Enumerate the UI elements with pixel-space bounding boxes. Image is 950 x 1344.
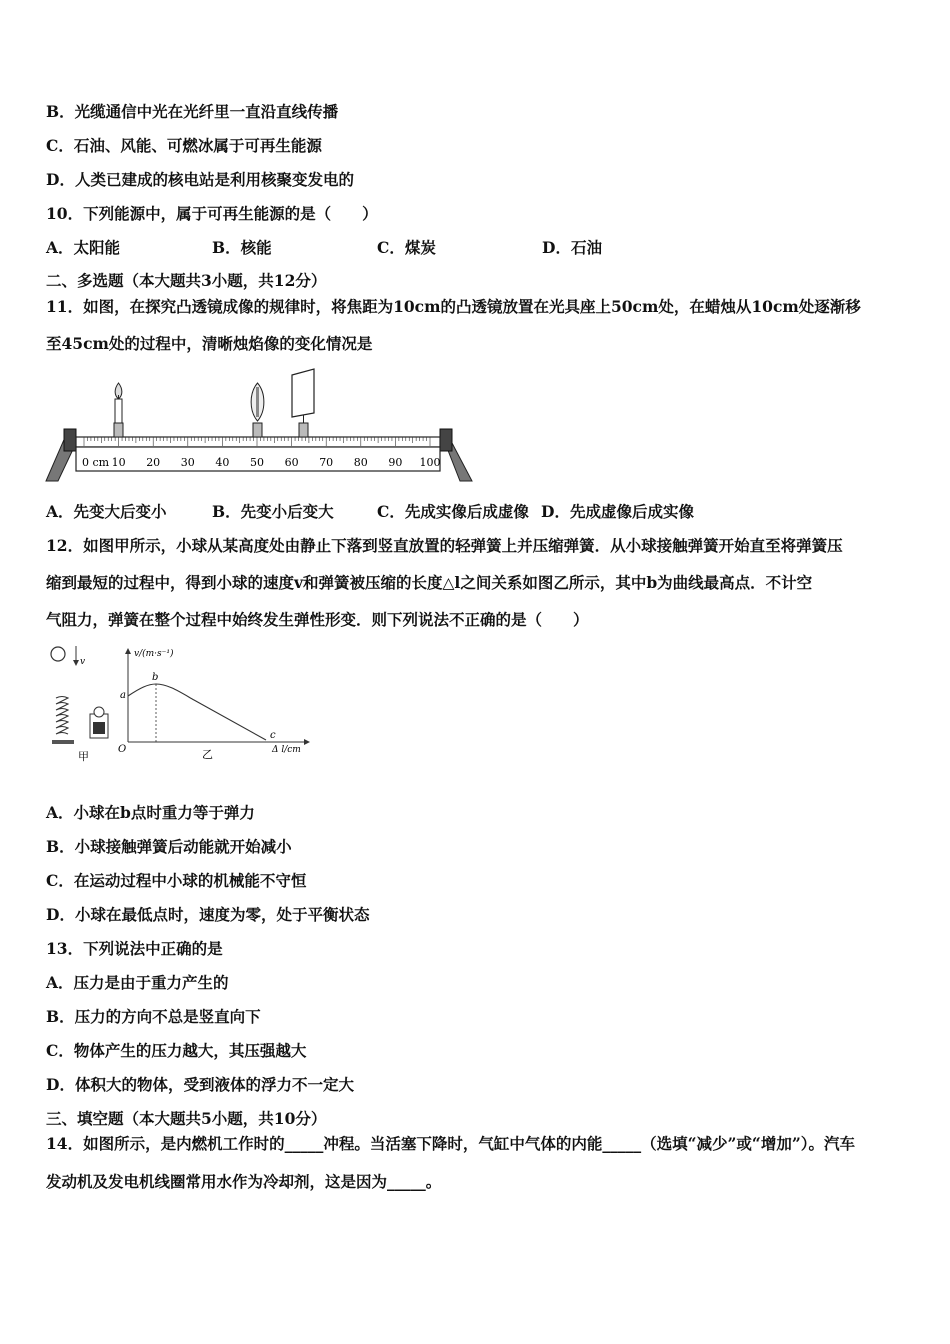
ruler-tick-label: 80: [353, 456, 368, 469]
q13-option-a: A．压力是由于重力产生的: [46, 973, 229, 992]
q9-option-b: B．光缆通信中光在光纤里一直沿直线传播: [46, 102, 339, 121]
ruler-tick-label: 70: [319, 456, 334, 469]
q14-stem-line1: 14．如图所示，是内燃机工作时的_____冲程。当活塞下降时，气缸中气体的内能_____（选填“减少”或“增加”）。汽车: [46, 1134, 855, 1153]
ruler-tick-label: 90: [388, 456, 403, 469]
q10-option-d: D．石油: [542, 238, 602, 257]
ruler-tick-label: 20: [146, 456, 161, 469]
q9-option-c: C．石油、风能、可燃冰属于可再生能源: [46, 136, 322, 155]
figure-yi-label: 乙: [202, 748, 213, 761]
light-screen: [292, 369, 314, 437]
ruler-tick-label: 30: [180, 456, 195, 469]
q11-option-b: B．先变小后变大: [212, 502, 334, 521]
ruler-tick-label: 60: [284, 456, 299, 469]
q9-option-d: D．人类已建成的核电站是利用核聚变发电的: [46, 170, 354, 189]
x-axis-label: Δ l/cm: [272, 745, 301, 755]
q11-option-c: C．先成实像后成虚像: [377, 502, 529, 521]
q13-option-b: B．压力的方向不总是竖直向下: [46, 1007, 261, 1026]
q12-stem-line3: 气阻力，弹簧在整个过程中始终发生弹性形变．则下列说法不正确的是（ ）: [46, 610, 589, 629]
velocity-curve: [128, 684, 266, 740]
q11-option-d: D．先成虚像后成实像: [541, 502, 694, 521]
q10-stem: 10．下列能源中，属于可再生能源的是（ ）: [46, 204, 378, 223]
q11-stem-line2: 至45cm处的过程中，清晰烛焰像的变化情况是: [46, 334, 373, 353]
ruler-tick-label: 50: [250, 456, 264, 469]
q10-option-c: C．煤炭: [377, 238, 436, 257]
q12-option-d: D．小球在最低点时，速度为零，处于平衡状态: [46, 905, 370, 924]
optical-bench-figure: [44, 365, 474, 485]
origin-label: O: [118, 744, 127, 755]
q12-stem-line2: 缩到最短的过程中，得到小球的速度v和弹簧被压缩的长度△l之间关系如图乙所示，其中b为曲线最高点．不计空: [46, 573, 813, 592]
figure-jia-label: 甲: [78, 750, 89, 763]
q11-stem-line1: 11．如图，在探究凸透镜成像的规律时，将焦距为10cm的凸透镜放置在光具座上50cm处，在蜡烛从10cm处逐渐移: [46, 297, 861, 316]
section-multiple-choice-heading: 二、多选题（本大题共3小题，共12分）: [46, 271, 327, 290]
point-b-label: b: [152, 672, 159, 683]
candle: [114, 383, 123, 437]
q13-option-d: D．体积大的物体，受到液体的浮力不一定大: [46, 1075, 354, 1094]
point-c-label: c: [270, 730, 276, 741]
ruler-tick-label: 40: [215, 456, 230, 469]
convex-lens: [251, 383, 264, 437]
velocity-arrow-label: v: [80, 657, 86, 667]
spring: [56, 697, 68, 735]
q12-option-a: A．小球在b点时重力等于弹力: [46, 803, 255, 822]
q10-option-b: B．核能: [212, 238, 272, 257]
ruler-tick-label: 100: [419, 456, 441, 469]
ruler-tick-label: 10: [111, 456, 126, 469]
q12-stem-line1: 12．如图甲所示，小球从某高度处由静止下落到竖直放置的轻弹簧上并压缩弹簧．从小球接触弹簧开始直至将弹簧压: [46, 536, 843, 555]
q11-option-a: A．先变大后变小: [46, 502, 167, 521]
point-a-label: a: [120, 690, 126, 701]
q13-option-c: C．物体产生的压力越大，其压强越大: [46, 1041, 307, 1060]
spring-velocity-figure: [44, 642, 314, 772]
q10-option-a: A．太阳能: [46, 238, 121, 257]
y-axis-label: v/(m·s⁻¹): [134, 649, 174, 659]
q12-option-b: B．小球接触弹簧后动能就开始减小: [46, 837, 292, 856]
q14-stem-line2: 发动机及发电机线圈常用水作为冷却剂，这是因为_____。: [46, 1172, 442, 1191]
q13-stem: 13．下列说法中正确的是: [46, 939, 223, 958]
ruler-unit-label: 0 cm: [82, 456, 110, 469]
q12-option-c: C．在运动过程中小球的机械能不守恒: [46, 871, 307, 890]
section-fill-blank-heading: 三、填空题（本大题共5小题，共10分）: [46, 1109, 327, 1128]
